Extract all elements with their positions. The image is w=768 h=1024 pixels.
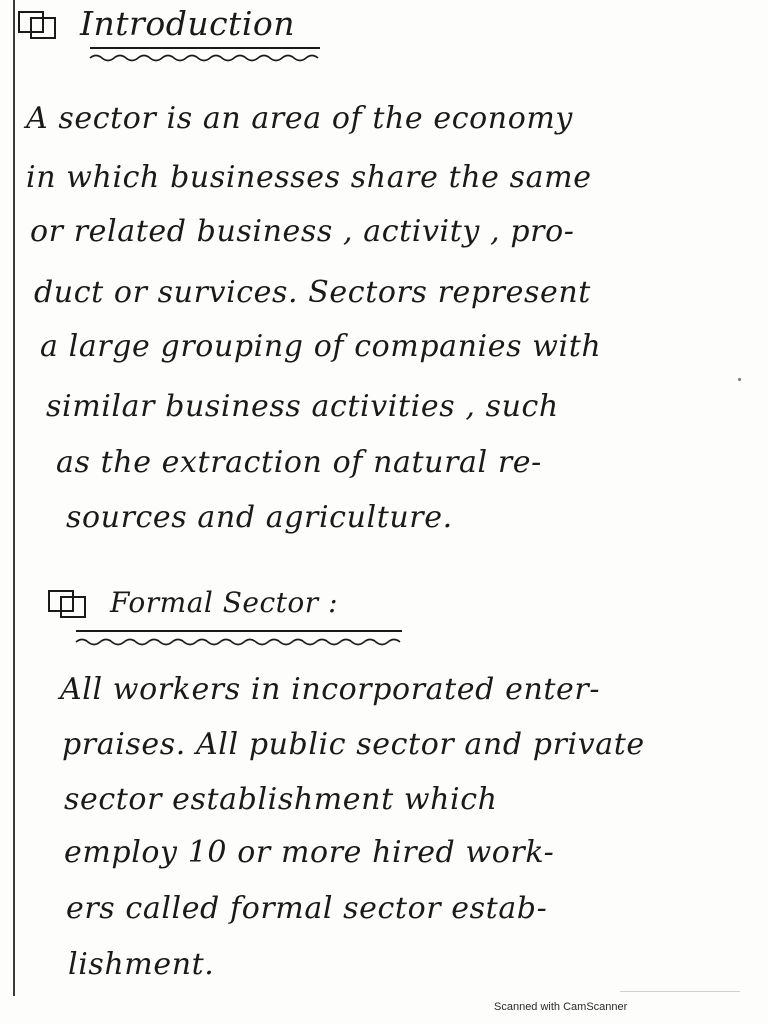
intro-line: in which businesses share the same xyxy=(26,160,592,195)
formal-line: All workers in incorporated enter- xyxy=(60,672,601,707)
intro-line: as the extraction of natural re- xyxy=(56,445,542,480)
intro-line: similar business activities , such xyxy=(46,389,559,424)
checkbox-icon xyxy=(48,590,88,616)
formal-heading-underline xyxy=(74,626,408,652)
footer-rule xyxy=(620,991,740,992)
formal-line: employ 10 or more hired work- xyxy=(64,835,555,870)
formal-heading-text: Formal Sector : xyxy=(110,586,338,619)
intro-line: sources and agriculture. xyxy=(66,500,453,535)
formal-heading xyxy=(48,586,338,619)
intro-heading-underline xyxy=(88,44,328,64)
intro-heading-text: Introduction xyxy=(80,4,295,43)
margin-line xyxy=(13,0,15,996)
formal-line: lishment. xyxy=(68,947,215,982)
scanner-watermark: Scanned with CamScanner xyxy=(494,1001,628,1013)
formal-line: sector establishment which xyxy=(64,782,498,817)
formal-line: ers called formal sector estab- xyxy=(66,891,548,926)
formal-line: praises. All public sector and private xyxy=(62,727,645,762)
intro-line: A sector is an area of the economy xyxy=(26,101,573,136)
ink-speck xyxy=(738,378,741,381)
checkbox-icon xyxy=(18,11,58,37)
intro-line: duct or survices. Sectors represent xyxy=(34,275,591,310)
intro-heading xyxy=(18,4,295,43)
intro-line: or related business , activity , pro- xyxy=(30,214,575,249)
intro-line: a large grouping of companies with xyxy=(40,329,602,364)
